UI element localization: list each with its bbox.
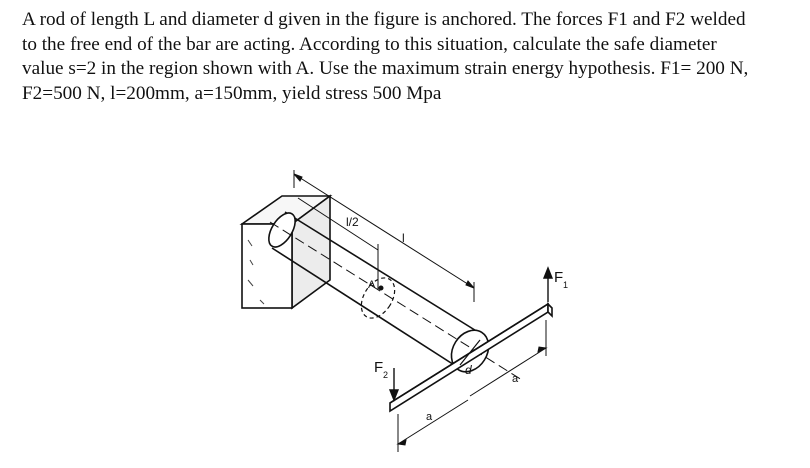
problem-line-4: F2=500 N, l=200mm, a=150mm, yield stress 500 Mpa (22, 82, 442, 104)
rod-figure (230, 160, 590, 460)
force-f2-arrow (390, 368, 398, 400)
section-a-label: A (368, 279, 376, 291)
arm-left-label: a (426, 411, 433, 423)
diameter-label: d (465, 363, 472, 377)
force-f2-label: F (374, 359, 384, 376)
force-f1-label: F (554, 269, 564, 286)
half-length-label: l/2 (346, 215, 359, 229)
problem-line-2: to the free end of the bar are acting. According to this situation, calculate the safe diameter (22, 33, 717, 55)
force-f1-subscript: 1 (563, 280, 569, 290)
problem-line-1: A rod of length L and diameter d given in the figure is anchored. The forces F1 and F2 welded (22, 9, 746, 30)
force-f2-subscript: 2 (383, 370, 389, 380)
problem-line-3: value s=2 in the region shown with A. Use the maximum strain energy hypothesis. F1= 200 N, (22, 58, 749, 79)
force-f1-arrow (544, 268, 552, 302)
length-label: l (402, 231, 405, 245)
problem-statement (22, 8, 792, 106)
arm-right-label: a (512, 373, 519, 385)
rod-diagram (230, 160, 590, 460)
